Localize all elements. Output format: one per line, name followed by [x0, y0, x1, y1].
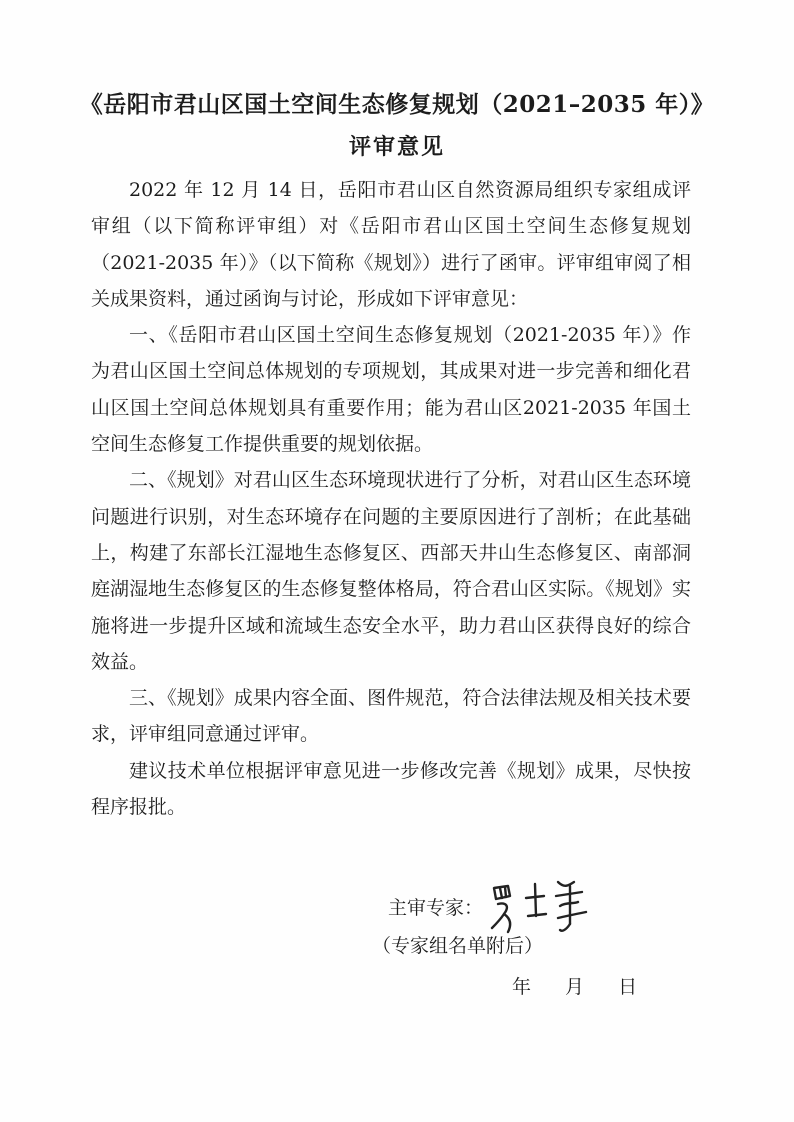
document-body	[91, 172, 691, 825]
expert-list-note: （专家组名单附后）	[372, 935, 544, 957]
paragraph-intro: 2022 年 12 月 14 日，岳阳市君山区自然资源局组织专家组成评审组（以下简称评审组）对《岳阳市君山区国土空间生态修复规划（2021-2035 年）》（以下简称《规划》）进行了函审。评审组审阅了相关成果资料，通过函询与讨论，形成如下评审意见：	[91, 179, 691, 310]
paragraph-opinion-2: 二、《规划》对君山区生态环境现状进行了分析，对君山区生态环境问题进行识别，对生态环境存在问题的主要原因进行了剖析；在此基础上，构建了东部长江湿地生态修复区、西部天井山生态修复区、南部洞庭湖湿地生态修复区的生态修复整体格局，符合君山区实际。《规划》实施将进一步提升区域和流域生态安全水平，助力君山区获得良好的综合效益。	[91, 469, 691, 673]
document-title: 《岳阳市君山区国土空间生态修复规划（2021–2035 年）》	[79, 91, 715, 118]
paragraph-opinion-3: 三、《规划》成果内容全面、图件规范，符合法律法规及相关技术要求，评审组同意通过评审。	[91, 687, 691, 746]
document-subtitle: 评审意见	[348, 134, 445, 160]
paragraph-suggestion: 建议技术单位根据评审意见进一步修改完善《规划》成果，尽快按程序报批。	[91, 759, 691, 819]
chief-reviewer-label: 主审专家：	[388, 897, 484, 919]
paragraph-opinion-1: 一、《岳阳市君山区国土空间生态修复规划（2021-2035 年）》作为君山区国土空间总体规划的专项规划，其成果对进一步完善和细化君山区国土空间总体规划具有重要作用；能为君山区2021-2035 年国土空间生态修复工作提供重要的规划依据。	[91, 324, 691, 456]
date-placeholder: 年 月 日	[512, 976, 638, 998]
